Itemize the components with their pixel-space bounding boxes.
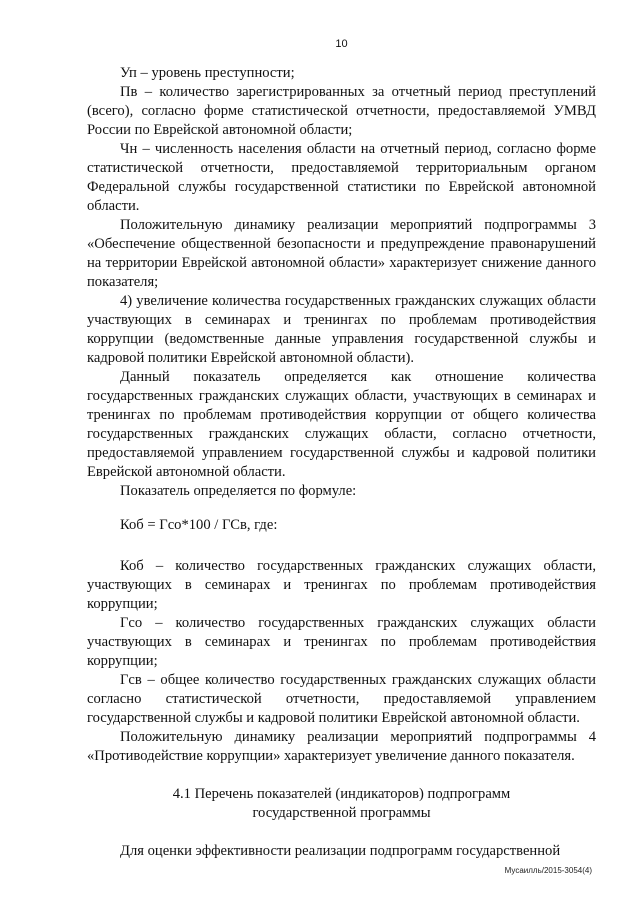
section-heading xyxy=(87,785,596,823)
paragraph-chn-definition: Чн – численность населения области на отчетный период, согласно форме статистической отчетности, предоставляемой территориальным органом Федеральной службы государственной статистики по Еврейской автономной области. xyxy=(87,141,596,214)
paragraph-pv-definition: Пв – количество зарегистрированных за отчетный период преступлений (всего), согласно форме статистической отчетности, предоставляемой УМВД России по Еврейской автономной области; xyxy=(87,84,596,138)
document-body xyxy=(87,64,596,861)
paragraph-up-definition: Уп – уровень преступности; xyxy=(120,65,295,81)
definition-gso: Гсо – количество государственных гражданских служащих области участвующих в семинарах и тренингах по проблемам противодействия коррупции; xyxy=(87,615,596,669)
definition-gsv: Гсв – общее количество государственных гражданских служащих области согласно статистической отчетности, предоставляемой управлением государственной службы и кадровой политики Еврейской автономной области. xyxy=(87,672,596,726)
paragraph-subprogram-3-dynamics: Положительную динамику реализации мероприятий подпрограммы 3 «Обеспечение общественной безопасности и предупреждение правонарушений на территории Еврейской автономной области» характеризует снижение данного показателя; xyxy=(87,217,596,290)
definition-kob: Коб – количество государственных гражданских служащих области, участвующих в семинарах и тренингах по проблемам противодействия коррупции; xyxy=(87,558,596,612)
paragraph-closing: Для оценки эффективности реализации подпрограмм государственной xyxy=(120,843,561,859)
paragraph-subprogram-4-dynamics: Положительную динамику реализации мероприятий подпрограммы 4 «Противодействие коррупции» характеризует увеличение данного показателя. xyxy=(87,729,596,764)
paragraph-formula-intro: Показатель определяется по формуле: xyxy=(120,483,357,499)
formula: Коб = Гсо*100 / ГСв, где: xyxy=(120,517,278,533)
section-heading-line-2: государственной программы xyxy=(252,805,431,821)
page-number: 10 xyxy=(335,38,348,50)
footer-document-code: Мусаилль/2015-3054(4) xyxy=(504,866,592,875)
paragraph-indicator-4: 4) увеличение количества государственных гражданских служащих области участвующих в семинарах и тренингах по проблемам противодействия коррупции (ведомственные данные управления государственной службы и кадровой политики Еврейской автономной области). xyxy=(87,293,596,366)
paragraph-indicator-description: Данный показатель определяется как отношение количества государственных гражданских служащих области, участвующих в семинарах и тренингах по проблемам противодействия коррупции от общего количества государственных гражданских служащих области, согласно отчетности, предоставляемой управлением государственной службы и кадровой политики Еврейской автономной области. xyxy=(87,369,596,480)
section-heading-line-1: 4.1 Перечень показателей (индикаторов) подпрограмм xyxy=(172,786,511,802)
